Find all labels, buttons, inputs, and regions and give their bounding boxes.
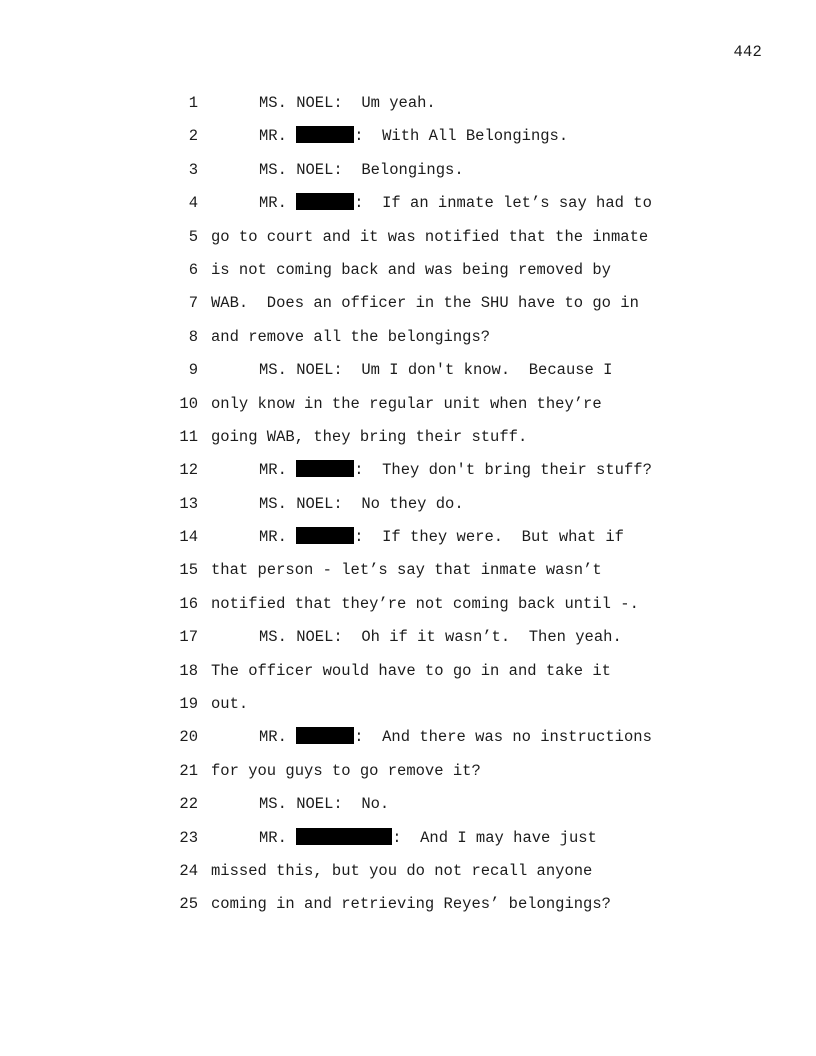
transcript-line — [0, 759, 816, 792]
line-number: 17 — [179, 628, 198, 647]
line-number: 12 — [179, 461, 198, 480]
line-text — [259, 492, 464, 516]
transcript-line — [0, 525, 816, 558]
line-content: out. — [211, 695, 249, 714]
line-number: 20 — [179, 728, 198, 747]
transcript-line — [0, 492, 816, 525]
transcript-line — [0, 225, 816, 258]
line-number: 3 — [188, 160, 198, 179]
line-content: : If an inmate let’s say had to — [354, 194, 652, 213]
line-text — [259, 792, 389, 816]
transcript-line — [0, 291, 816, 324]
line-content: that person - let’s say that inmate wasn’t — [211, 561, 602, 580]
line-text — [211, 759, 481, 783]
redaction-box — [296, 828, 392, 845]
speaker-label: MR. — [259, 528, 297, 547]
transcript-line — [0, 124, 816, 157]
line-number: 10 — [179, 394, 198, 413]
line-text — [211, 892, 611, 916]
line-content: : With All Belongings. — [354, 127, 569, 146]
line-number: 25 — [179, 895, 198, 914]
line-text — [259, 525, 624, 549]
line-content: going WAB, they bring their stuff. — [211, 427, 528, 446]
line-text — [259, 91, 436, 115]
line-content: No they do. — [342, 494, 464, 513]
speaker-label: MS. NOEL: — [259, 361, 343, 380]
transcript-line — [0, 458, 816, 491]
line-content: coming in and retrieving Reyes’ belongings? — [211, 895, 611, 914]
line-content: : They don't bring their stuff? — [354, 461, 652, 480]
line-number: 14 — [179, 528, 198, 547]
redaction-box — [296, 126, 354, 143]
line-number: 22 — [179, 795, 198, 814]
line-content: : If they were. But what if — [354, 528, 624, 547]
line-content: and remove all the belongings? — [211, 327, 491, 346]
line-number: 24 — [179, 861, 198, 880]
transcript-line — [0, 826, 816, 859]
speaker-label: MS. NOEL: — [259, 94, 343, 112]
line-text — [211, 225, 648, 249]
transcript-line — [0, 425, 816, 458]
line-content: Um yeah. — [342, 94, 436, 112]
line-text — [211, 692, 248, 716]
redaction-box — [296, 193, 354, 210]
line-content: Belongings. — [342, 160, 464, 179]
line-content: Um I don't know. Because I — [342, 361, 613, 380]
line-content: for you guys to go remove it? — [211, 761, 481, 780]
line-content: Oh if it wasn’t. Then yeah. — [342, 628, 622, 647]
speaker-label: MR. — [259, 194, 297, 213]
transcript-line — [0, 91, 816, 124]
transcript-line — [0, 358, 816, 391]
line-content: only know in the regular unit when they’re — [211, 394, 602, 413]
line-text — [259, 458, 652, 482]
line-text — [259, 158, 464, 182]
line-number: 11 — [179, 427, 198, 446]
transcript-line — [0, 592, 816, 625]
transcript-line — [0, 158, 816, 191]
transcript-line — [0, 859, 816, 892]
line-number: 13 — [179, 494, 198, 513]
redaction-box — [296, 727, 354, 744]
line-text — [259, 625, 622, 649]
transcript-line — [0, 392, 816, 425]
line-text — [259, 358, 612, 382]
line-text — [211, 425, 527, 449]
line-number: 6 — [188, 260, 198, 279]
transcript-line — [0, 792, 816, 825]
line-content: notified that they’re not coming back until -. — [211, 594, 639, 613]
speaker-label: MR. — [259, 728, 297, 747]
speaker-label: MS. NOEL: — [259, 494, 343, 513]
line-number: 16 — [179, 594, 198, 613]
line-text — [211, 659, 611, 683]
line-content: is not coming back and was being removed by — [211, 260, 611, 279]
line-text — [211, 592, 639, 616]
redaction-box — [296, 460, 354, 477]
transcript-line — [0, 659, 816, 692]
speaker-label: MR. — [259, 828, 297, 847]
line-text — [211, 558, 602, 582]
line-number: 9 — [188, 361, 198, 380]
line-content: No. — [342, 795, 390, 814]
line-text — [211, 859, 592, 883]
line-text — [259, 725, 652, 749]
line-number: 19 — [179, 695, 198, 714]
speaker-label: MS. NOEL: — [259, 160, 343, 179]
speaker-label: MR. — [259, 127, 297, 146]
transcript-line — [0, 725, 816, 758]
line-text — [259, 124, 568, 148]
line-text — [259, 826, 597, 850]
line-number: 15 — [179, 561, 198, 580]
transcript-line — [0, 625, 816, 658]
transcript-line — [0, 258, 816, 291]
line-text — [211, 325, 490, 349]
speaker-label: MS. NOEL: — [259, 628, 343, 647]
speaker-label: MS. NOEL: — [259, 795, 343, 814]
line-number: 18 — [179, 661, 198, 680]
line-text — [211, 258, 611, 282]
line-content: : And I may have just — [392, 828, 597, 847]
line-content: The officer would have to go in and take it — [211, 661, 611, 680]
line-text — [211, 291, 639, 315]
speaker-label: MR. — [259, 461, 297, 480]
line-number: 1 — [188, 94, 198, 112]
line-content: : And there was no instructions — [354, 728, 652, 747]
line-number: 5 — [188, 227, 198, 246]
line-content: missed this, but you do not recall anyone — [211, 861, 593, 880]
line-text — [259, 191, 652, 215]
transcript-line — [0, 325, 816, 358]
page-number: 442 — [733, 43, 762, 61]
line-number: 8 — [188, 327, 198, 346]
transcript-line — [0, 558, 816, 591]
line-number: 2 — [188, 127, 198, 146]
line-text — [211, 392, 602, 416]
transcript-line — [0, 191, 816, 224]
transcript-line — [0, 692, 816, 725]
transcript-body — [0, 91, 816, 926]
line-number: 23 — [179, 828, 198, 847]
redaction-box — [296, 527, 354, 544]
line-content: WAB. Does an officer in the SHU have to go in — [211, 294, 639, 313]
line-content: go to court and it was notified that the inmate — [211, 227, 649, 246]
line-number: 21 — [179, 761, 198, 780]
transcript-line — [0, 892, 816, 925]
line-number: 7 — [188, 294, 198, 313]
line-number: 4 — [188, 194, 198, 213]
